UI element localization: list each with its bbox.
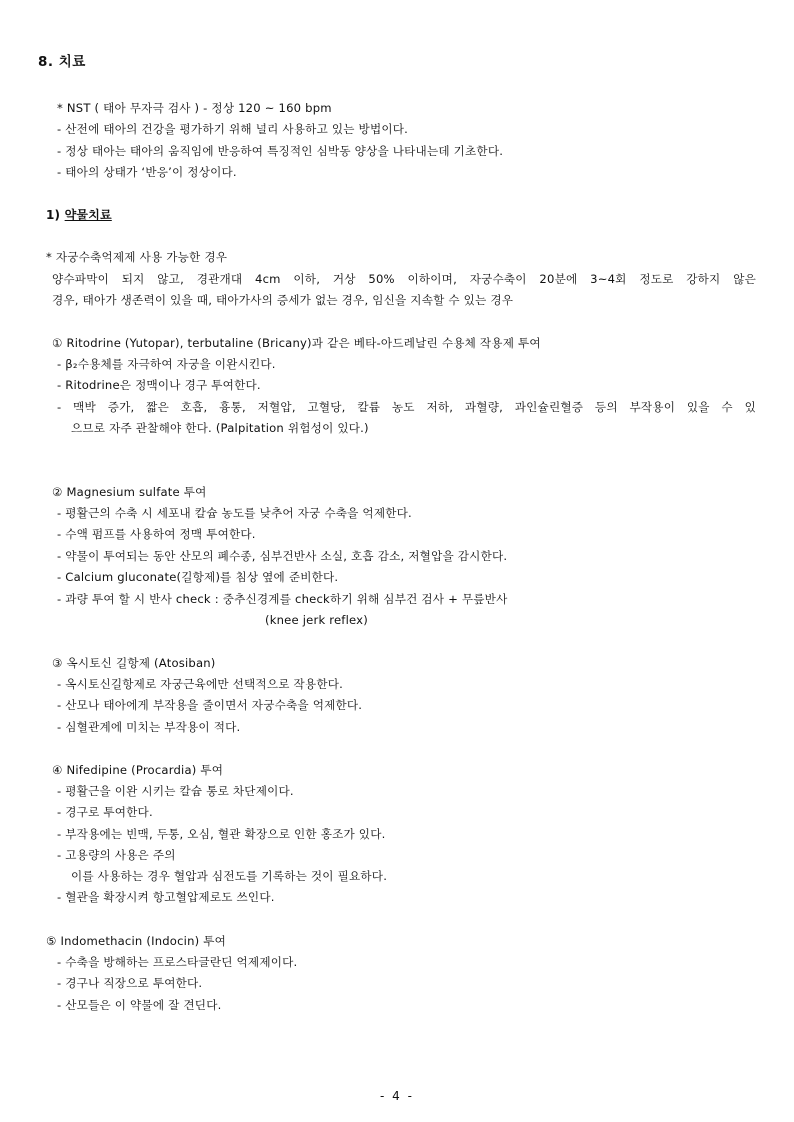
nst-heading: * NST ( 태아 무자극 검사 ) - 정상 120 ~ 160 bpm	[57, 101, 332, 115]
page-number: - 4 -	[380, 1089, 414, 1103]
drug-3-title: ③ 옥시토신 길항제 (Atosiban)	[52, 656, 216, 670]
drug-4-item: - 고용량의 사용은 주의	[57, 848, 176, 862]
drug-1-item: - 맥박 증가, 짧은 호흡, 흉통, 저혈압, 고혈당, 칼륨 농도 저하, 과혈량, 과인슐린혈증 등의 부작용이 있을 수 있	[57, 400, 756, 414]
drug-2-item: - 약물이 투여되는 동안 산모의 폐수종, 심부건반사 소실, 호흡 감소, 저혈압을 감시한다.	[57, 549, 508, 563]
subsection-title: 약물치료	[64, 208, 112, 222]
section-heading	[38, 54, 86, 70]
nst-item: - 태아의 상태가 ‘반응’이 정상이다.	[57, 165, 237, 179]
drug-4-item: - 부작용에는 빈맥, 두통, 오심, 혈관 확장으로 인한 홍조가 있다.	[57, 827, 386, 841]
drug-1-item: - β₂수용체를 자극하여 자궁을 이완시킨다.	[57, 357, 276, 371]
drug-5-item: - 수축을 방해하는 프로스타글란딘 억제제이다.	[57, 955, 298, 969]
condition-text: 양수파막이 되지 않고, 경관개대 4cm 이하, 거상 50% 이하이며, 자궁수축이 20분에 3~4회 정도로 강하지 않은	[52, 272, 756, 286]
drug-2-title: ② Magnesium sulfate 투여	[52, 485, 207, 499]
drug-2-item: - 평활근의 수축 시 세포내 칼슘 농도를 낮추어 자궁 수축을 억제한다.	[57, 506, 412, 520]
subsection-number: 1)	[46, 208, 61, 222]
nst-item: - 정상 태아는 태아의 움직임에 반응하여 특징적인 심박동 양상을 나타내는데 기초한다.	[57, 144, 504, 158]
condition-text: 경우, 태아가 생존력이 있을 때, 태아가사의 증세가 없는 경우, 임신을 지속할 수 있는 경우	[52, 293, 514, 307]
nst-item: - 산전에 태아의 건강을 평가하기 위해 널리 사용하고 있는 방법이다.	[57, 122, 409, 136]
drug-5-item: - 산모들은 이 약물에 잘 견딘다.	[57, 998, 222, 1012]
drug-2-item: - 과량 투여 할 시 반사 check : 중추신경계를 check하기 위해 심부건 검사 + 무릎반사	[57, 592, 508, 606]
drug-2-note: (knee jerk reflex)	[265, 613, 368, 627]
drug-4-item: - 혈관을 확장시켜 항고혈압제로도 쓰인다.	[57, 890, 275, 904]
condition-heading: * 자궁수축억제제 사용 가능한 경우	[46, 250, 228, 264]
section-number: 8.	[38, 54, 54, 70]
drug-4-title: ④ Nifedipine (Procardia) 투여	[52, 763, 224, 777]
subsection-heading	[46, 207, 112, 223]
drug-1-item: - Ritodrine은 정맥이나 경구 투여한다.	[57, 378, 261, 392]
drug-2-item: - 수액 펌프를 사용하여 정맥 투여한다.	[57, 527, 256, 541]
drug-4-item-continued: 이를 사용하는 경우 혈압과 심전도를 기록하는 것이 필요하다.	[71, 869, 388, 883]
drug-5-item: - 경구나 직장으로 투여한다.	[57, 976, 203, 990]
drug-3-item: - 산모나 태아에게 부작용을 줄이면서 자궁수축을 억제한다.	[57, 698, 363, 712]
drug-5-title: ⑤ Indomethacin (Indocin) 투여	[46, 934, 227, 948]
drug-2-item: - Calcium gluconate(길항제)를 침상 옆에 준비한다.	[57, 570, 339, 584]
drug-3-item: - 옥시토신길항제로 자궁근육에만 선택적으로 작용한다.	[57, 677, 344, 691]
drug-1-item-continued: 으므로 자주 관찰해야 한다. (Palpitation 위험성이 있다.)	[71, 421, 369, 435]
drug-3-item: - 심혈관계에 미치는 부작용이 적다.	[57, 720, 241, 734]
drug-4-item: - 평활근을 이완 시키는 칼슘 통로 차단제이다.	[57, 784, 294, 798]
drug-4-item: - 경구로 투여한다.	[57, 805, 153, 819]
section-title: 치료	[58, 54, 86, 70]
drug-1-title: ① Ritodrine (Yutopar), terbutaline (Bricany)과 같은 베타-아드레날린 수용체 작용제 투여	[52, 336, 541, 350]
